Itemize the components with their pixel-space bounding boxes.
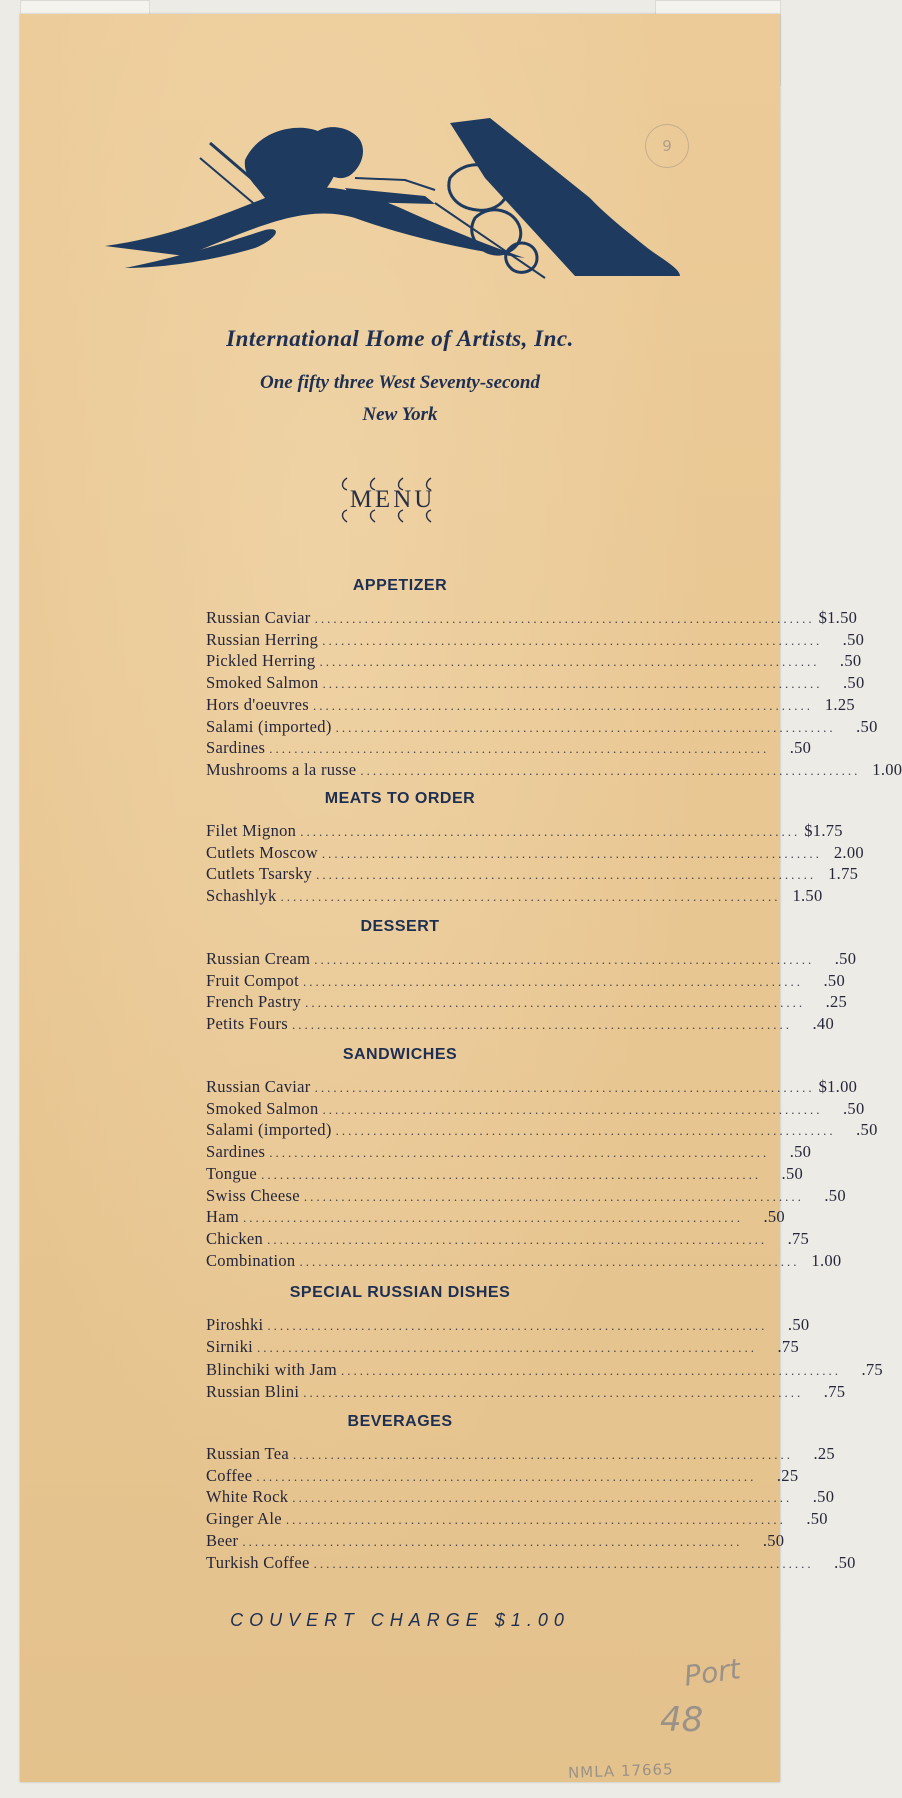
menu-item-name: Blinchiki with Jam [206, 1359, 337, 1379]
arm-outline [355, 178, 435, 190]
dot-leader: ................................................................................ [285, 1512, 786, 1528]
city-name: New York [362, 404, 438, 425]
menu-item-price: 1.50 [792, 886, 823, 906]
menu-item [206, 1120, 878, 1142]
accession-number: NMLA 17665 [567, 1760, 674, 1782]
dot-leader: ................................................................................ [313, 1555, 814, 1571]
dot-leader: ................................................................................ [299, 1253, 800, 1269]
menu-item-price: .50 [843, 673, 865, 693]
dot-leader: ................................................................................ [314, 952, 815, 967]
dot-leader: ................................................................................ [242, 1533, 743, 1549]
dot-leader: ................................................................................ [269, 1145, 770, 1161]
menu-item [206, 1444, 835, 1466]
menu-item-name: Sirniki [206, 1337, 254, 1357]
section-title: SPECIAL RUSSIAN DISHES [289, 1284, 511, 1301]
menu-item-name: Beer [206, 1530, 239, 1550]
menu-item-price: .50 [834, 1552, 856, 1572]
page-mark: 9 [645, 124, 689, 168]
menu-item-price: .25 [813, 1444, 835, 1463]
menu-item-name: Ham [206, 1207, 239, 1227]
menu-item-price: .50 [762, 1530, 785, 1550]
menu-item [206, 651, 862, 673]
menu-item-price: .50 [842, 629, 865, 649]
menu-item-price: .75 [823, 1381, 846, 1401]
menu-item-name: Mushrooms a la russe [206, 759, 357, 779]
menu-item [206, 992, 848, 1014]
menu-item-name: Schashlyk [206, 886, 277, 906]
menu-item-name: White Rock [206, 1487, 289, 1507]
cloud-swirl [506, 243, 537, 272]
dot-leader: ................................................................................ [267, 1318, 768, 1333]
dot-leader: ................................................................................ [335, 719, 836, 735]
dot-leader: ................................................................................ [256, 1468, 757, 1484]
menu-item-price: 1.75 [828, 864, 859, 884]
menu-item-name: Coffee [206, 1465, 253, 1485]
menu-item-price: .50 [823, 970, 845, 990]
menu-item-price: .25 [776, 1465, 799, 1485]
dot-leader: ................................................................................ [322, 1101, 823, 1117]
menu-item [206, 673, 865, 695]
dot-leader: ................................................................................ [314, 611, 815, 626]
menu-item [206, 1509, 828, 1531]
menu-item-price: 1.00 [811, 1250, 842, 1270]
menu-item [206, 1337, 800, 1359]
menu-item-price: $1.50 [818, 608, 858, 627]
menu-item [206, 694, 855, 717]
menu-item-price: .50 [806, 1509, 828, 1529]
menu-item-name: Russian Herring [206, 629, 319, 649]
menu-item-price: .50 [856, 1120, 878, 1140]
menu-item-name: Russian Cream [206, 949, 311, 968]
menu-item-price: .50 [856, 716, 878, 736]
menu-item-name: Russian Caviar [206, 608, 311, 627]
menu-item [206, 608, 858, 630]
menu-ornament [335, 472, 450, 528]
menu-item-name: Fruit Compot [206, 970, 299, 990]
menu-item [206, 1315, 810, 1337]
dot-leader: ................................................................................ [312, 697, 813, 713]
menu-item [206, 1465, 799, 1488]
menu-item [206, 1185, 846, 1208]
menu-item-name: Russian Blini [206, 1381, 300, 1401]
menu-item-price: .40 [812, 1014, 834, 1034]
menu-item [206, 738, 812, 760]
menu-item-name: Smoked Salmon [206, 1098, 319, 1118]
menu-item [206, 864, 859, 886]
menu-item [206, 1098, 865, 1121]
dot-leader: ................................................................................ [321, 845, 822, 861]
menu-item-name: Smoked Salmon [206, 673, 319, 693]
menu-item-price: $1.75 [804, 821, 843, 840]
menu-item-price: .50 [824, 1185, 846, 1205]
menu-item [206, 842, 864, 865]
dot-leader: ................................................................................ [303, 1188, 804, 1204]
menu-item [206, 1359, 883, 1382]
dot-leader: ................................................................................ [305, 995, 806, 1011]
menu-item [206, 821, 843, 843]
menu-item [206, 716, 878, 739]
menu-item-name: Salami (imported) [206, 1120, 332, 1140]
menu-item-name: Ginger Ale [206, 1509, 282, 1529]
menu-item-name: Chicken [206, 1228, 264, 1248]
dot-leader: ................................................................................ [314, 1080, 815, 1095]
menu-item [206, 970, 845, 993]
dot-leader: ................................................................................ [257, 1340, 758, 1356]
menu-item-name: Piroshki [206, 1315, 264, 1334]
menu-item-price: .75 [861, 1359, 883, 1379]
menu-item [206, 1228, 810, 1251]
section-title: MEATS TO ORDER [324, 790, 476, 807]
figure-illustration [105, 118, 680, 318]
menu-item [206, 1207, 785, 1229]
section-title: BEVERAGES [347, 1413, 453, 1430]
menu-item [206, 1014, 834, 1036]
menu-item-name: Pickled Herring [206, 651, 316, 671]
dot-leader: ................................................................................ [242, 1210, 743, 1226]
dot-leader: ................................................................................ [292, 1490, 793, 1506]
menu-item-price: 1.25 [824, 694, 855, 714]
cloud-triangle [450, 118, 680, 276]
dot-leader: ................................................................................ [280, 889, 781, 905]
menu-item-price: .50 [843, 1098, 865, 1118]
menu-item [206, 886, 823, 908]
dot-leader: ................................................................................ [322, 632, 823, 648]
menu-item [206, 1552, 856, 1575]
menu-item-name: Filet Mignon [206, 821, 297, 840]
menu-item-name: Turkish Coffee [206, 1552, 310, 1572]
restaurant-name: International Home of Artists, Inc. [226, 326, 574, 351]
dot-leader: ................................................................................ [335, 1123, 836, 1139]
menu-item-name: Russian Caviar [206, 1077, 311, 1096]
menu-item-name: Cutlets Moscow [206, 842, 318, 862]
menu-item-name: Sardines [206, 738, 266, 758]
menu-item [206, 1530, 785, 1553]
street-address: One fifty three West Seventy-second [259, 372, 541, 393]
menu-item [206, 759, 902, 782]
dot-leader: ................................................................................ [322, 676, 823, 692]
menu-item-name: Sardines [206, 1142, 266, 1162]
menu-item-price: .50 [787, 1315, 810, 1334]
menu-item-price: .50 [812, 1487, 835, 1507]
menu-heading [335, 472, 450, 528]
menu-item-name: Combination [206, 1250, 296, 1270]
menu-item-name: Swiss Cheese [206, 1185, 300, 1205]
handwritten-number: 48 [660, 1700, 704, 1740]
menu-item-name: Cutlets Tsarsky [206, 864, 313, 884]
dot-leader: ................................................................................ [340, 1362, 841, 1378]
section-title: SANDWICHES [342, 1046, 458, 1063]
section-title: APPETIZER [352, 577, 448, 594]
menu-item [206, 1250, 842, 1273]
menu-item-price: .25 [825, 992, 848, 1012]
dot-leader: ................................................................................ [300, 824, 801, 839]
dot-leader: ................................................................................ [303, 973, 803, 989]
menu-item [206, 1487, 835, 1509]
dot-leader: ................................................................................ [292, 1017, 792, 1033]
menu-item-price: .75 [777, 1337, 800, 1357]
handwritten-port-note: Port [681, 1652, 743, 1693]
menu-item-price: .50 [834, 949, 857, 968]
dot-leader: ................................................................................ [292, 1447, 793, 1462]
menu-word-text: MENU [349, 486, 436, 513]
menu-item [206, 1381, 846, 1404]
dot-leader: ................................................................................ [269, 741, 770, 757]
menu-item-price: .75 [787, 1228, 810, 1248]
menu-item-price: $1.00 [818, 1077, 858, 1096]
menu-item-price: .50 [789, 738, 812, 758]
section-title: DESSERT [360, 918, 440, 935]
menu-item [206, 629, 865, 652]
menu-item-price: .50 [789, 1142, 812, 1162]
menu-item-name: Tongue [206, 1163, 258, 1183]
dot-leader: ................................................................................ [303, 1384, 804, 1400]
menu-item [206, 949, 857, 971]
dot-leader: ................................................................................ [360, 762, 861, 778]
figure-arm [345, 188, 435, 204]
menu-item-price: .50 [763, 1207, 785, 1227]
couvert-charge: COUVERT CHARGE $1.00 [230, 1610, 570, 1630]
menu-item-price: 1.00 [872, 759, 902, 779]
dot-leader: ................................................................................ [316, 867, 817, 883]
menu-item-price: .50 [781, 1163, 804, 1183]
menu-item-name: Petits Fours [206, 1014, 288, 1034]
dot-leader: ................................................................................ [319, 654, 820, 670]
menu-item-price: 2.00 [833, 842, 864, 862]
menu-item-name: French Pastry [206, 992, 302, 1012]
menu-item [206, 1077, 858, 1099]
menu-item [206, 1163, 804, 1186]
dot-leader: ................................................................................ [267, 1231, 768, 1247]
menu-item-name: Russian Tea [206, 1444, 289, 1463]
menu-item-name: Hors d'oeuvres [206, 694, 309, 714]
menu-item-price: .50 [839, 651, 862, 671]
menu-item-name: Salami (imported) [206, 716, 332, 736]
menu-item [206, 1142, 812, 1164]
dot-leader: ................................................................................ [261, 1166, 762, 1182]
